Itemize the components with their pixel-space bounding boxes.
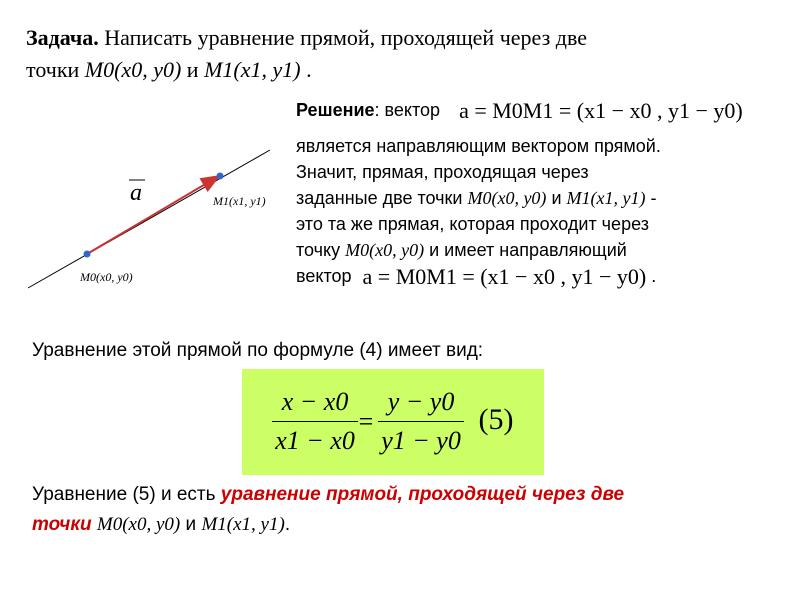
point-m1 <box>217 173 224 180</box>
solution-line-7-prefix: вектор <box>296 266 352 286</box>
fraction-x <box>272 387 358 456</box>
final-statement <box>32 480 752 540</box>
solution-line-6-m0: M0(x0, y0) <box>345 240 425 260</box>
straight-line <box>28 150 270 288</box>
m0-label: M0(x0, y0) <box>80 270 133 284</box>
task-point-m0: M0(x0, y0) <box>84 57 182 82</box>
solution-line-6-suffix: и имеет направляющий <box>429 240 627 260</box>
solution-line-7-end: . <box>651 266 657 286</box>
equation-intro: Уравнение этой прямой по формуле (4) имеет вид: <box>32 340 484 361</box>
task-end: . <box>306 57 312 82</box>
task-text: Написать уравнение прямой, проходящей через две <box>104 25 587 50</box>
final-prefix: Уравнение (5) и есть <box>32 484 216 505</box>
solution-line-2: является направляющим вектором прямой. <box>296 136 661 156</box>
task-label: Задача. <box>26 25 99 50</box>
direction-vector-arrow <box>87 176 219 254</box>
fraction-y <box>378 387 464 456</box>
fraction-x-numerator: x − x0 <box>281 387 349 416</box>
final-end: . <box>284 514 291 535</box>
fraction-y-denominator: y1 − y0 <box>381 426 461 455</box>
m1-label: M1(x1, y1) <box>213 194 266 208</box>
solution-line-5: это та же прямая, которая проходит через <box>296 214 649 234</box>
fraction-y-numerator: y − y0 <box>387 387 455 416</box>
direction-vector-formula-2: a = M0M1 = (x1 − x0 , y1 − y0) <box>362 264 647 290</box>
final-and: и <box>185 514 197 535</box>
fraction-x-denominator: x1 − x0 <box>275 426 355 455</box>
final-highlight-2: точки <box>32 514 92 535</box>
final-highlight-1: уравнение прямой, проходящей через две <box>220 484 625 505</box>
task-and: и <box>186 57 199 82</box>
solution-block <box>296 97 776 289</box>
equation-number: (5) <box>478 403 514 436</box>
final-point-m0: M0(x0, y0) <box>96 514 181 535</box>
solution-line-4-end: - <box>650 188 657 208</box>
equals-sign: = <box>358 407 374 436</box>
solution-line-4-m0: M0(x0, y0) <box>467 188 547 208</box>
vector-a-label: a <box>130 180 142 206</box>
task-point-m1: M1(x1, y1) <box>204 57 301 82</box>
solution-line-3: Значит, прямая, проходящая через <box>296 162 589 182</box>
line-diagram <box>20 140 280 300</box>
solution-vector-word: : вектор <box>374 100 441 120</box>
point-m0 <box>84 251 91 258</box>
solution-line-4-m1: M1(x1, y1) <box>566 188 646 208</box>
solution-label: Решение <box>296 100 375 120</box>
solution-line-6-prefix: точку <box>296 240 341 260</box>
solution-line-4-prefix: заданные две точки <box>296 188 463 208</box>
task-points-prefix: точки <box>26 57 80 82</box>
equation-box <box>242 369 544 475</box>
final-point-m1: M1(x1, y1) <box>201 514 285 535</box>
solution-line-4-and: и <box>551 188 562 208</box>
task-statement <box>26 22 766 86</box>
direction-vector-formula: a = M0M1 = (x1 − x0 , y1 − y0) <box>459 98 743 124</box>
